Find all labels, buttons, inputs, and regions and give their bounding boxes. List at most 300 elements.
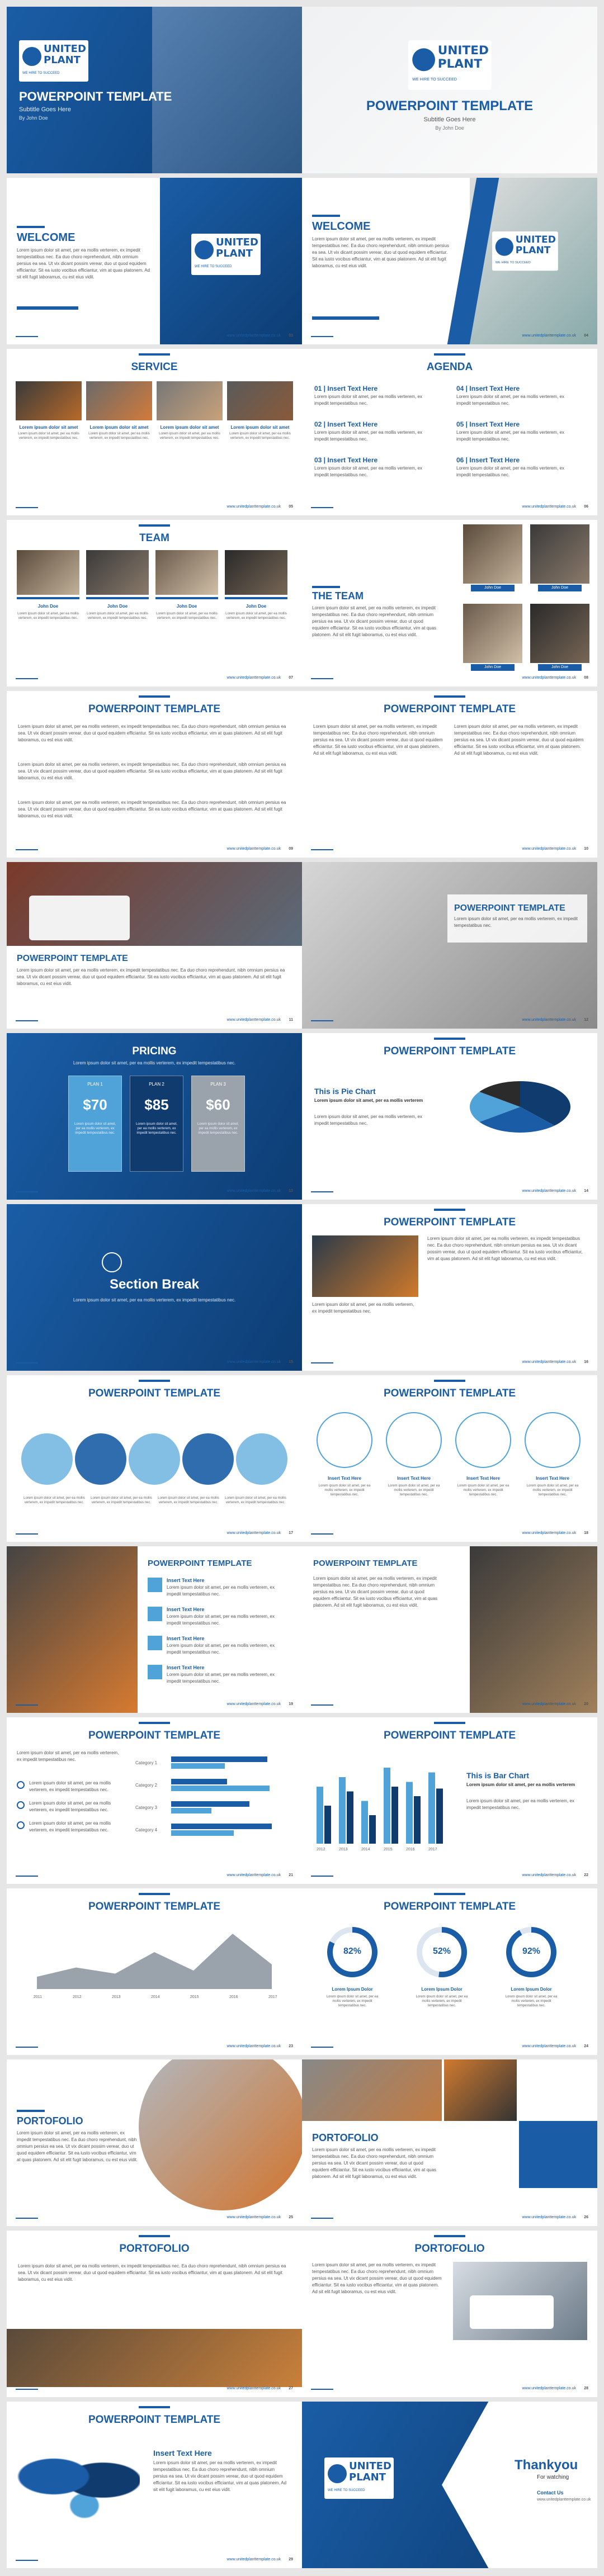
logo-word-1: UNITED bbox=[515, 234, 556, 245]
slide-text-photo bbox=[302, 1546, 597, 1713]
slide-title: POWERPOINT TEMPLATE bbox=[313, 1559, 418, 1568]
map-heading: Insert Text Here bbox=[153, 2449, 212, 2457]
footer-website: www.unitedplanttemplate.co.uk bbox=[226, 2215, 281, 2219]
list-text: Lorem ipsum dolor sit amet, per ea mollis verterem, ex impedit tempestatibus nec. bbox=[29, 1821, 111, 1832]
slide-title: POWERPOINT TEMPLATE bbox=[17, 954, 128, 963]
footer-line bbox=[311, 1191, 333, 1192]
slide-footer bbox=[311, 847, 588, 853]
bar bbox=[414, 1796, 421, 1844]
service-item-title: Lorem ipsum dolor sit amet bbox=[89, 425, 149, 430]
footer-website: www.unitedplanttemplate.co.uk bbox=[226, 1189, 281, 1193]
tick-label: 2015 bbox=[384, 1848, 393, 1852]
title-accent-bar bbox=[17, 2110, 45, 2112]
slide-footer bbox=[311, 1531, 588, 1537]
icon-text: Lorem ipsum dolor sit amet, per ea mollis verterem, ex impedit tempestatibus nec. bbox=[457, 1484, 509, 1497]
footer-website: www.unitedplanttemplate.co.uk bbox=[226, 1018, 281, 1022]
slide-title: PORTOFOLIO bbox=[414, 2243, 485, 2255]
pricing-card bbox=[68, 1076, 122, 1172]
title-accent-bar bbox=[434, 1893, 465, 1895]
plan-features: Lorem ipsum dolor sit amet, per ea mollis verterem, ex impedit tempestatibus nec. bbox=[197, 1123, 239, 1135]
body-text: Lorem ipsum dolor sit amet, per ea mollis verterem, ex impedit tempestatibus nec. Ea duo choro reprehendunt, nibh omnium persius ea sea. Ut vix dicant possim verear, duo ut quod equidem efficiantur. Sit ea iusto vocibus efficiantur, vim at quas platonem. Ad sit elit fugit laboramus, cu est eius vidit. bbox=[18, 724, 286, 742]
slide-footer bbox=[16, 1873, 293, 1879]
category-label: Category 2 bbox=[135, 1783, 158, 1788]
body-text: Lorem ipsum dolor sit amet, per ea mollis verterem, ex impedit tempestatibus nec. Ea duo choro reprehendunt, nibh omnium persius ea sea. Ut vix dicant possim verear, duo ut quod equidem efficiantur. Sit ea iusto vocibus efficiantur, vim at quas platonem. Ad sit elit fugit laboramus, cu est eius vidit. bbox=[313, 724, 443, 756]
slide-title: POWERPOINT TEMPLATE bbox=[383, 1216, 516, 1228]
page-number: 27 bbox=[289, 2386, 293, 2390]
page-number: 11 bbox=[289, 1018, 293, 1022]
tick-label: 2016 bbox=[229, 1995, 238, 1999]
body-text: Lorem ipsum dolor sit amet, per ea mollis verterem, ex impedit tempestatibus nec. Ea duo choro reprehendunt, nibh omnium persius ea sea. Ut vix dicant possim verear, duo ut quod equidem efficiantur. Sit ea iusto vocibus efficiantur, vim at quas platonem. Ad sit elit fugit laboramus, cu est eius vidit. bbox=[18, 800, 286, 818]
list-icon bbox=[17, 1781, 25, 1789]
title-accent-bar bbox=[434, 695, 465, 698]
feature-title: Insert Text Here bbox=[167, 1578, 205, 1583]
feature-icon bbox=[148, 1607, 162, 1621]
team-member-text: Lorem ipsum dolor sit amet, per ea mollis verterem, ex impedit tempestatibus nec. bbox=[87, 612, 148, 620]
slide-title: POWERPOINT TEMPLATE bbox=[148, 1559, 252, 1568]
body-text: Lorem ipsum dolor sit amet, per ea mollis verterem, ex impedit tempestatibus nec. bbox=[456, 394, 564, 406]
photo bbox=[7, 2329, 302, 2387]
feature-title: Insert Text Here bbox=[167, 1665, 205, 1670]
feature-icon bbox=[148, 1578, 162, 1592]
title-accent-bar bbox=[139, 353, 170, 356]
page-number: 18 bbox=[584, 1531, 588, 1535]
bar bbox=[171, 1824, 272, 1829]
pie-chart bbox=[464, 1072, 576, 1145]
agenda-item-title: 04 | Insert Text Here bbox=[456, 385, 520, 392]
footer-line bbox=[16, 1362, 38, 1363]
title-accent-bar bbox=[434, 1209, 465, 1211]
slide-title: POWERPOINT TEMPLATE bbox=[383, 1045, 516, 1057]
footer-website: www.unitedplanttemplate.co.uk bbox=[226, 1873, 281, 1877]
footer-website: www.unitedplanttemplate.co.uk bbox=[226, 1702, 281, 1706]
footer-website: www.unitedplanttemplate.co.uk bbox=[226, 2044, 281, 2048]
tick-label: 2011 bbox=[34, 1995, 43, 1999]
pen-icon bbox=[386, 1412, 442, 1468]
slide-footer bbox=[16, 676, 293, 681]
donut-label: Lorem Ipsum Dolor bbox=[421, 1987, 463, 1992]
document-icon bbox=[75, 1433, 126, 1485]
plug-icon bbox=[195, 240, 214, 259]
body-text: Lorem ipsum dolor sit amet, per ea mollis verterem, ex impedit tempestatibus nec. Ea duo choro reprehendunt, nibh omnium persius ea sea. Ut vix dicant possim verear, duo ut quod equidem efficiantur. Sit ea iusto vocibus efficiantur, vim at quas platonem. Ad sit elit fugit laboramus, cu est eius vidit. bbox=[312, 2262, 442, 2294]
body-text: Lorem ipsum dolor sit amet, per ea mollis verterem, ex impedit tempestatibus nec. Ea duo choro reprehendunt, nibh omnium persius ea sea. Ut vix dicant possim verear, duo ut quod equidem efficiantur. Sit ea iusto vocibus efficiantur, vim at quas platonem. Ad sit elit fugit laboramus, cu est eius vidit. bbox=[17, 968, 285, 986]
body-text: Lorem ipsum dolor sit amet, per ea mollis verterem, ex impedit tempestatibus nec. Ea duo choro reprehendunt, nibh omnium persius ea sea. Ut vix dicant possim verear, duo ut quod equidem efficiantur. Sit ea iusto vocibus efficiantur, vim at quas platonem. Ad sit elit fugit laboramus, cu est eius vidit. bbox=[312, 2147, 437, 2179]
footer-line bbox=[311, 2389, 333, 2390]
page-number: 07 bbox=[289, 676, 293, 680]
photo bbox=[312, 1235, 418, 1297]
team-member-name: John Doe bbox=[471, 585, 515, 591]
team-bar bbox=[86, 597, 149, 599]
body-text: Lorem ipsum dolor sit amet, per ea mollis verterem, ex impedit tempestatibus nec. Ea duo choro reprehendunt, nibh omnium persius ea sea. Ut vix dicant possim verear, duo ut quod equidem efficiantur. Sit ea iusto vocibus efficiantur, vim at quas platonem. Ad sit elit fugit laboramus, cu est eius vidit. bbox=[312, 236, 450, 268]
page-number: 26 bbox=[584, 2215, 588, 2219]
team-bar bbox=[225, 597, 287, 599]
slide-title: POWERPOINT TEMPLATE bbox=[88, 703, 221, 715]
donut-value: 82% bbox=[343, 1947, 362, 1956]
bar bbox=[428, 1773, 435, 1844]
body-text: Lorem ipsum dolor sit amet, per ea mollis verterem, ex impedit tempestatibus nec. bbox=[312, 1302, 414, 1314]
slide-title: THE TEAM bbox=[312, 590, 364, 602]
agenda-item-title: 05 | Insert Text Here bbox=[456, 420, 520, 428]
footer-website: www.unitedplanttemplate.co.uk bbox=[522, 1360, 576, 1364]
icon-label: Insert Text Here bbox=[466, 1476, 500, 1481]
team-photo bbox=[225, 550, 287, 595]
footer-website: www.unitedplanttemplate.co.uk bbox=[522, 847, 576, 851]
slide-footer bbox=[16, 2386, 293, 2392]
cover-author: By John Doe bbox=[435, 125, 464, 131]
slide-footer bbox=[311, 505, 588, 510]
footer-website: www.unitedplanttemplate.co.uk bbox=[522, 1018, 576, 1022]
feature-title: Insert Text Here bbox=[167, 1636, 205, 1641]
team-member-name: John Doe bbox=[37, 604, 59, 609]
page-number: 14 bbox=[584, 1189, 588, 1193]
footer-website: www.unitedplanttemplate.co.uk bbox=[522, 1873, 576, 1877]
title-accent-bar bbox=[434, 1038, 465, 1040]
slide-footer bbox=[311, 1189, 588, 1195]
cover-title: POWERPOINT TEMPLATE bbox=[19, 89, 172, 103]
link-bar bbox=[312, 316, 379, 320]
slide-welcome bbox=[7, 178, 302, 344]
footer-website: www.unitedplanttemplate.co.uk bbox=[522, 2044, 576, 2048]
body-text: Lorem ipsum dolor sit amet, per ea mollis verterem, ex impedit tempestatibus nec. bbox=[167, 1614, 275, 1626]
logo-word-2: PLANT bbox=[515, 244, 551, 256]
slide-cover-light bbox=[302, 7, 597, 173]
plan-name: PLAN 3 bbox=[210, 1082, 226, 1087]
slide-title: PORTOFOLIO bbox=[119, 2243, 190, 2255]
icon-label: Insert Text Here bbox=[397, 1476, 431, 1481]
photo bbox=[7, 1546, 138, 1713]
donut-value: 92% bbox=[522, 1947, 541, 1956]
slide-footer bbox=[311, 334, 588, 339]
slide-hbar-chart bbox=[7, 1717, 302, 1884]
donut-label: Lorem Ipsum Dolor bbox=[511, 1987, 552, 1992]
slide-pricing bbox=[7, 1033, 302, 1200]
bar bbox=[171, 1801, 249, 1807]
footer-line bbox=[311, 849, 333, 850]
logo-word-2: PLANT bbox=[437, 57, 482, 72]
agenda-item-title: 06 | Insert Text Here bbox=[456, 456, 520, 464]
footer-website: www.unitedplanttemplate.co.uk bbox=[226, 1531, 281, 1535]
slide-title: WELCOME bbox=[17, 231, 76, 244]
team-photo bbox=[463, 524, 522, 584]
slide-map bbox=[7, 2402, 302, 2568]
title-accent-bar bbox=[434, 2235, 465, 2237]
slide-title: PORTOFOLIO bbox=[312, 2132, 379, 2143]
slide-the-team bbox=[302, 520, 597, 686]
chart-title: This is Bar Chart bbox=[466, 1771, 530, 1780]
rocket-icon bbox=[317, 1412, 372, 1468]
category-label: Category 1 bbox=[135, 1760, 158, 1765]
page-number: 06 bbox=[584, 505, 588, 509]
donut-label: Lorem Ipsum Dolor bbox=[332, 1987, 373, 1992]
footer-line bbox=[311, 1876, 333, 1877]
plan-features: Lorem ipsum dolor sit amet, per ea mollis verterem, ex impedit tempestatibus nec. bbox=[135, 1123, 178, 1135]
category-label: Category 3 bbox=[135, 1805, 158, 1810]
arrow-panel bbox=[442, 2402, 597, 2568]
slide-photo-hero bbox=[7, 862, 302, 1029]
slide-text-full bbox=[7, 691, 302, 858]
logo-tagline: WE HIRE TO SUCCEED bbox=[22, 72, 60, 75]
footer-line bbox=[16, 2218, 38, 2219]
body-text: Lorem ipsum dolor sit amet, per ea mollis verterem, ex impedit tempestatibus nec. bbox=[314, 1114, 422, 1126]
footer-line bbox=[311, 336, 333, 337]
bar bbox=[347, 1792, 353, 1844]
footer-website: www.unitedplanttemplate.co.uk bbox=[226, 847, 281, 851]
donut-text: Lorem ipsum dolor sit amet, per ea mollis verterem, ex impedit tempestatibus nec. bbox=[416, 1995, 468, 2007]
page-number: 08 bbox=[584, 676, 588, 680]
title-accent-bar bbox=[139, 1722, 170, 1724]
logo-word-2: PLANT bbox=[44, 54, 81, 66]
plug-icon bbox=[328, 2464, 347, 2483]
slide-icon-circles bbox=[302, 1375, 597, 1542]
page-number: 25 bbox=[289, 2215, 293, 2219]
slide-photo-overlay bbox=[302, 862, 597, 1029]
rugby-icon bbox=[525, 1412, 581, 1468]
footer-website: www.unitedplanttemplate.co.uk bbox=[522, 676, 576, 680]
title-accent-bar bbox=[139, 695, 170, 698]
title-accent-bar bbox=[434, 353, 465, 356]
slide-portfolio-4 bbox=[302, 2231, 597, 2397]
cover-subtitle: Subtitle Goes Here bbox=[423, 116, 476, 123]
title-accent-bar bbox=[17, 226, 45, 228]
area-chart bbox=[31, 1928, 277, 2011]
cover-subtitle: Subtitle Goes Here bbox=[19, 106, 71, 113]
team-member-name: John Doe bbox=[538, 585, 582, 591]
footer-line bbox=[311, 507, 333, 508]
tick-label: 2012 bbox=[73, 1995, 82, 1999]
donut-text: Lorem ipsum dolor sit amet, per ea mollis verterem, ex impedit tempestatibus nec. bbox=[326, 1995, 379, 2007]
slide-footer bbox=[311, 2044, 588, 2050]
team-photo bbox=[17, 550, 79, 595]
body-text: Lorem ipsum dolor sit amet, per ea mollis verterem, ex impedit tempestatibus nec. bbox=[167, 1672, 275, 1684]
body-text: Lorem ipsum dolor sit amet, per ea mollis verterem, ex impedit tempestatibus nec. bbox=[314, 430, 422, 442]
footer-website: www.unitedplanttemplate.co.uk bbox=[226, 1360, 281, 1364]
pie-subtitle: Lorem ipsum dolor sit amet, per ea mollis verterem bbox=[314, 1098, 423, 1103]
team-photo bbox=[530, 524, 589, 584]
slide-service bbox=[7, 349, 302, 515]
body-text: Lorem ipsum dolor sit amet, per ea mollis verterem, ex impedit tempestatibus nec. bbox=[17, 1750, 119, 1762]
photo bbox=[302, 2059, 442, 2121]
slide-title: PORTOFOLIO bbox=[17, 2115, 83, 2127]
bar bbox=[361, 1801, 368, 1844]
service-item-text: Lorem ipsum dolor sit amet, per ea mollis verterem, ex impedit tempestatibus nec. bbox=[159, 432, 220, 440]
page-number: 04 bbox=[584, 334, 588, 338]
plan-name: PLAN 2 bbox=[149, 1082, 164, 1087]
photo bbox=[157, 381, 223, 420]
brand-logo bbox=[324, 2457, 394, 2499]
bar-chart bbox=[311, 1749, 451, 1860]
team-icon bbox=[182, 1433, 234, 1485]
tick-label: 2014 bbox=[151, 1995, 160, 1999]
team-bar bbox=[17, 597, 79, 599]
body-text: Lorem ipsum dolor sit amet, per ea mollis verterem, ex impedit tempestatibus nec. bbox=[73, 1298, 236, 1303]
page-number: 22 bbox=[584, 1873, 588, 1877]
page-number: 16 bbox=[584, 1360, 588, 1364]
thankyou-subtitle: For watching bbox=[537, 2474, 569, 2480]
slide-welcome-2 bbox=[302, 178, 597, 344]
title-accent-bar bbox=[139, 2235, 170, 2237]
slide-footer bbox=[16, 1189, 293, 1195]
logo-text bbox=[516, 235, 556, 256]
bar bbox=[339, 1777, 346, 1844]
slide-title: POWERPOINT TEMPLATE bbox=[383, 703, 516, 715]
team-member-name: John Doe bbox=[538, 664, 582, 671]
tick-label: 2017 bbox=[428, 1848, 437, 1852]
list-icon bbox=[17, 1801, 25, 1809]
slide-footer bbox=[16, 505, 293, 510]
title-accent-bar bbox=[434, 1722, 465, 1724]
tick-label: 2014 bbox=[361, 1848, 370, 1852]
logo-text bbox=[44, 44, 86, 66]
step-text: Lorem ipsum dolor sit amet, per ea mollis verterem, ex impedit tempestatibus nec. bbox=[23, 1497, 85, 1504]
hbar-chart bbox=[135, 1751, 292, 1852]
body-text: Lorem ipsum dolor sit amet, per ea mollis verterem, ex impedit tempestatibus nec. Ea duo choro reprehendunt, nibh omnium persius ea sea. Ut vix dicant possim verear, duo ut quod equidem efficiantur. Sit ea iusto vocibus efficiantur, vim at quas platonem. Ad sit elit fugit laboramus, cu est eius vidit. bbox=[18, 2264, 286, 2282]
team-member-name: John Doe bbox=[246, 604, 267, 609]
body-text: Lorem ipsum dolor sit amet, per ea mollis verterem, ex impedit tempestatibus nec. bbox=[466, 1798, 574, 1810]
pricing-card bbox=[130, 1076, 183, 1172]
list-text: Lorem ipsum dolor sit amet, per ea mollis verterem, ex impedit tempestatibus nec. bbox=[29, 1801, 111, 1812]
footer-line bbox=[16, 2560, 38, 2561]
slide-donuts bbox=[302, 1888, 597, 2055]
slide-title: PRICING bbox=[132, 1045, 177, 1057]
slide-footer bbox=[311, 2386, 588, 2392]
brand-logo bbox=[408, 40, 492, 90]
world-map bbox=[17, 2447, 140, 2520]
slide-footer bbox=[311, 1702, 588, 1708]
photo bbox=[152, 7, 302, 173]
plug-icon bbox=[496, 238, 513, 255]
bar bbox=[436, 1788, 443, 1844]
body-text: Lorem ipsum dolor sit amet, per ea mollis verterem, ex impedit tempestatibus nec. bbox=[314, 466, 422, 477]
section-icon bbox=[102, 1252, 122, 1272]
page-number: 23 bbox=[289, 2044, 293, 2048]
body-text: Lorem ipsum dolor sit amet, per ea mollis verterem, ex impedit tempestatibus nec. Ea duo choro reprehendunt, nibh omnium persius ea sea. Ut vix dicant possim verear, duo ut quod equidem efficiantur. Sit ea iusto vocibus efficiantur, vim at quas platonem. Ad sit elit fugit laboramus, cu est eius vidit. bbox=[153, 2460, 287, 2492]
footer-line bbox=[16, 2389, 38, 2390]
bar bbox=[369, 1815, 376, 1844]
logo-word-1: UNITED bbox=[437, 44, 489, 58]
portfolio-photo bbox=[139, 2059, 302, 2210]
pie-title: This is Pie Chart bbox=[314, 1087, 376, 1096]
slide-footer bbox=[16, 2215, 293, 2221]
tick-label: 2013 bbox=[339, 1848, 348, 1852]
bar bbox=[171, 1808, 211, 1813]
slide-title: POWERPOINT TEMPLATE bbox=[88, 2414, 221, 2426]
slide-title: TEAM bbox=[139, 532, 169, 544]
team-member-name: John Doe bbox=[471, 664, 515, 671]
team-member-text: Lorem ipsum dolor sit amet, per ea mollis verterem, ex impedit tempestatibus nec. bbox=[225, 612, 287, 620]
slide-text-columns bbox=[302, 691, 597, 858]
team-photo bbox=[530, 604, 589, 663]
tick-label: 2017 bbox=[268, 1995, 277, 1999]
pricing-card bbox=[191, 1076, 245, 1172]
team-bar bbox=[155, 597, 218, 599]
title-accent-bar bbox=[312, 215, 340, 217]
title-accent-bar bbox=[312, 586, 340, 588]
plan-price: $70 bbox=[83, 1096, 107, 1113]
footer-line bbox=[16, 1704, 38, 1706]
area-series bbox=[37, 1934, 272, 1989]
brand-logo bbox=[191, 234, 261, 275]
link-bar bbox=[17, 306, 78, 310]
logo-word-2: PLANT bbox=[349, 2471, 386, 2483]
footer-line bbox=[16, 678, 38, 679]
brand-logo bbox=[492, 231, 558, 271]
cover-author: By John Doe bbox=[19, 115, 48, 121]
page-number: 03 bbox=[289, 334, 293, 338]
slide-footer bbox=[311, 1360, 588, 1366]
service-item-text: Lorem ipsum dolor sit amet, per ea mollis verterem, ex impedit tempestatibus nec. bbox=[18, 432, 79, 440]
tools-icon bbox=[236, 1433, 287, 1485]
page-number: 05 bbox=[289, 505, 293, 509]
tick-label: 2015 bbox=[190, 1995, 199, 1999]
plan-price: $60 bbox=[206, 1096, 230, 1113]
slide-footer bbox=[16, 847, 293, 853]
slide-title: POWERPOINT TEMPLATE bbox=[383, 1901, 516, 1912]
footer-line bbox=[311, 2218, 333, 2219]
bar bbox=[171, 1779, 227, 1784]
cover-title: POWERPOINT TEMPLATE bbox=[366, 98, 534, 113]
team-member-name: John Doe bbox=[176, 604, 197, 609]
slide-title: SERVICE bbox=[131, 361, 178, 373]
body-text: Lorem ipsum dolor sit amet, per ea mollis verterem, ex impedit tempestatibus nec. bbox=[314, 394, 422, 406]
list-text: Lorem ipsum dolor sit amet, per ea mollis verterem, ex impedit tempestatibus nec. bbox=[29, 1781, 111, 1792]
logo-word-2: PLANT bbox=[216, 248, 253, 259]
logo-text bbox=[438, 44, 489, 71]
photo bbox=[86, 381, 152, 420]
footer-line bbox=[311, 1533, 333, 1535]
page-number: 24 bbox=[584, 2044, 588, 2048]
slide-portfolio-3 bbox=[7, 2231, 302, 2397]
tick-label: 2012 bbox=[317, 1848, 325, 1852]
wrench-icon bbox=[21, 1433, 73, 1485]
footer-line bbox=[16, 1533, 38, 1535]
team-photo bbox=[155, 550, 218, 595]
photo bbox=[302, 862, 597, 1029]
slide-thankyou bbox=[302, 2402, 597, 2568]
icon-text: Lorem ipsum dolor sit amet, per ea mollis verterem, ex impedit tempestatibus nec. bbox=[526, 1484, 579, 1497]
plan-features: Lorem ipsum dolor sit amet, per ea mollis verterem, ex impedit tempestatibus nec. bbox=[74, 1123, 116, 1135]
logo-tagline: WE HIRE TO SUCCEED bbox=[495, 261, 531, 264]
slide-title: POWERPOINT TEMPLATE bbox=[88, 1901, 221, 1912]
footer-line bbox=[16, 1191, 38, 1192]
contact-website: www.unitedplanttemplate.co.uk bbox=[537, 2498, 591, 2502]
brand-logo bbox=[19, 40, 88, 82]
bar bbox=[171, 1763, 225, 1769]
page-number: 29 bbox=[289, 2558, 293, 2561]
team-member-text: Lorem ipsum dolor sit amet, per ea mollis verterem, ex impedit tempestatibus nec. bbox=[156, 612, 218, 620]
body-text: Lorem ipsum dolor sit amet, per ea mollis verterem, ex impedit tempestatibus nec. Ea duo choro reprehendunt, nibh omnium persius ea sea. Ut vix dicant possim verear, duo ut quod equidem efficiantur. Sit ea iusto vocibus efficiantur, vim at quas platonem. Ad sit elit fugit laboramus, cu est eius vidit. bbox=[454, 724, 584, 756]
plug-icon bbox=[412, 48, 435, 71]
body-text: Lorem ipsum dolor sit amet, per ea mollis verterem, ex impedit tempestatibus nec. bbox=[456, 466, 564, 477]
team-photo bbox=[86, 550, 149, 595]
slide-title: WELCOME bbox=[312, 220, 371, 233]
footer-website: www.unitedplanttemplate.co.uk bbox=[226, 676, 281, 680]
agenda-item-title: 02 | Insert Text Here bbox=[314, 420, 378, 428]
logo-tagline: WE HIRE TO SUCCEED bbox=[195, 265, 232, 268]
slide-footer bbox=[16, 1702, 293, 1708]
slide-agenda bbox=[302, 349, 597, 515]
body-text: Lorem ipsum dolor sit amet, per ea mollis verterem, ex impedit tempestatibus nec. Ea duo choro reprehendunt, nibh omnium persius ea sea. Ut vix dicant possim verear, duo ut quod equidem efficiantur. Sit ea iusto vocibus efficiantur, vim at quas platonem. Ad sit elit fugit laboramus, cu est eius vidit. bbox=[312, 605, 437, 637]
slide-footer bbox=[16, 334, 293, 339]
slide-image-text bbox=[302, 1204, 597, 1371]
body-text: Lorem ipsum dolor sit amet, per ea mollis verterem, ex impedit tempestatibus nec. Ea duo choro reprehendunt, nibh omnium persius ea sea. Ut vix dicant possim verear, duo ut quod equidem efficiantur. Sit ea iusto vocibus efficiantur, vim at quas platonem. Ad sit elit fugit laboramus, cu est eius vidit. bbox=[18, 762, 286, 780]
photo bbox=[227, 381, 293, 420]
logo-word-1: UNITED bbox=[349, 2460, 391, 2472]
bar bbox=[171, 1756, 267, 1762]
plan-name: PLAN 1 bbox=[87, 1082, 103, 1087]
title-accent-bar bbox=[139, 1380, 170, 1382]
footer-website: www.unitedplanttemplate.co.uk bbox=[522, 2215, 576, 2219]
feature-icon bbox=[148, 1665, 162, 1679]
footer-line bbox=[16, 336, 38, 337]
